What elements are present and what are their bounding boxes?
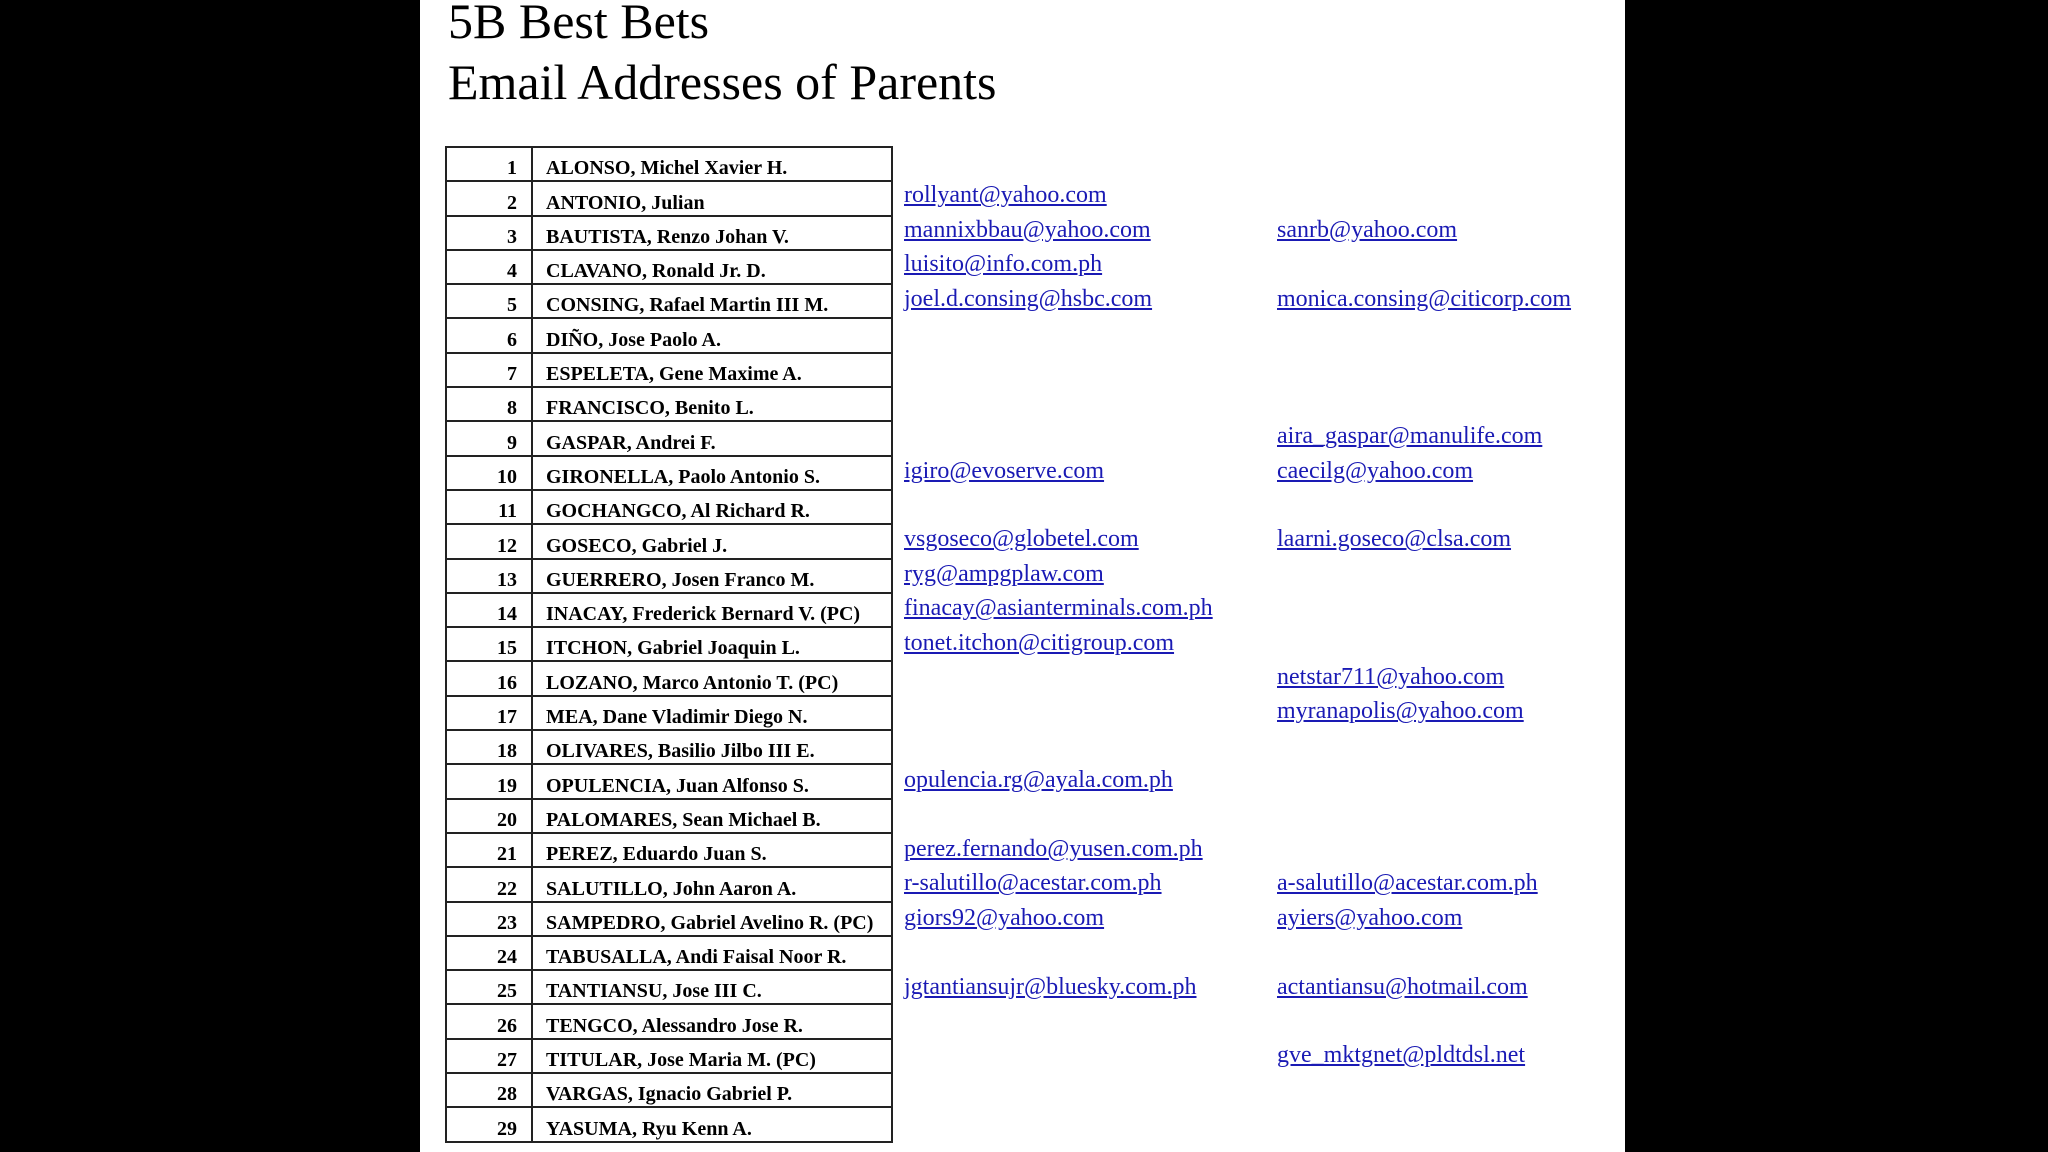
table-row bbox=[446, 456, 892, 490]
document-subtitle: Email Addresses of Parents bbox=[448, 54, 997, 110]
table-row bbox=[446, 661, 892, 695]
student-number: 8 bbox=[446, 387, 532, 421]
student-name: SALUTILLO, John Aaron A. bbox=[532, 867, 892, 901]
student-number: 18 bbox=[446, 730, 532, 764]
student-number: 19 bbox=[446, 764, 532, 798]
student-name: ALONSO, Michel Xavier H. bbox=[532, 147, 892, 181]
table-row bbox=[446, 730, 892, 764]
student-name: GASPAR, Andrei F. bbox=[532, 421, 892, 455]
parent-email-link-secondary[interactable]: a-salutillo@acestar.com.ph bbox=[1277, 870, 1538, 897]
student-name: SAMPEDRO, Gabriel Avelino R. (PC) bbox=[532, 902, 892, 936]
student-number: 22 bbox=[446, 867, 532, 901]
student-name: GUERRERO, Josen Franco M. bbox=[532, 559, 892, 593]
student-name: GOCHANGCO, Al Richard R. bbox=[532, 490, 892, 524]
parent-email-link[interactable]: perez.fernando@yusen.com.ph bbox=[904, 836, 1203, 862]
table-row bbox=[446, 181, 892, 215]
parent-email-link-secondary[interactable]: ayiers@yahoo.com bbox=[1277, 904, 1463, 931]
student-number: 10 bbox=[446, 456, 532, 490]
student-number: 16 bbox=[446, 661, 532, 695]
student-number: 4 bbox=[446, 250, 532, 284]
student-name: CLAVANO, Ronald Jr. D. bbox=[532, 250, 892, 284]
student-name: CONSING, Rafael Martin III M. bbox=[532, 284, 892, 318]
parent-email-link[interactable]: tonet.itchon@citigroup.com bbox=[904, 629, 1175, 656]
parent-email-link-secondary[interactable]: actantiansu@hotmail.com bbox=[1277, 973, 1528, 1000]
student-name: INACAY, Frederick Bernard V. (PC) bbox=[532, 593, 892, 627]
student-name: OLIVARES, Basilio Jilbo III E. bbox=[532, 730, 892, 764]
parent-email-link[interactable]: ryg@ampgplaw.com bbox=[904, 560, 1104, 587]
student-name: PEREZ, Eduardo Juan S. bbox=[532, 833, 892, 867]
student-number: 9 bbox=[446, 421, 532, 455]
parent-email-link-secondary[interactable]: myranapolis@yahoo.com bbox=[1277, 698, 1524, 725]
student-name: PALOMARES, Sean Michael B. bbox=[532, 799, 892, 833]
student-name: TENGCO, Alessandro Jose R. bbox=[532, 1004, 892, 1038]
student-name: LOZANO, Marco Antonio T. (PC) bbox=[532, 661, 892, 695]
table-row bbox=[446, 627, 892, 661]
table-row bbox=[446, 799, 892, 833]
student-number: 14 bbox=[446, 593, 532, 627]
table-row bbox=[446, 833, 892, 867]
document-page bbox=[420, 0, 1625, 1152]
student-number: 28 bbox=[446, 1073, 532, 1107]
parent-email-link[interactable]: opulencia.rg@ayala.com.ph bbox=[904, 767, 1173, 794]
table-row bbox=[446, 490, 892, 524]
student-number: 7 bbox=[446, 353, 532, 387]
table-row bbox=[446, 250, 892, 284]
parent-email-link-secondary[interactable]: netstar711@yahoo.com bbox=[1277, 664, 1505, 690]
parent-email-link[interactable]: finacay@asianterminals.com.ph bbox=[904, 595, 1213, 622]
parent-email-link[interactable]: mannixbbau@yahoo.com bbox=[904, 216, 1151, 243]
student-number: 23 bbox=[446, 902, 532, 936]
roster-body bbox=[446, 147, 892, 1142]
student-number: 26 bbox=[446, 1004, 532, 1038]
parent-email-link-secondary[interactable]: monica.consing@citicorp.com bbox=[1277, 285, 1572, 312]
student-name: BAUTISTA, Renzo Johan V. bbox=[532, 216, 892, 250]
table-row bbox=[446, 902, 892, 936]
table-row bbox=[446, 1039, 892, 1073]
table-row bbox=[446, 1107, 892, 1141]
student-number: 1 bbox=[446, 147, 532, 181]
student-name: DIÑO, Jose Paolo A. bbox=[532, 318, 892, 352]
table-row bbox=[446, 524, 892, 558]
student-number: 5 bbox=[446, 284, 532, 318]
student-name: OPULENCIA, Juan Alfonso S. bbox=[532, 764, 892, 798]
table-row bbox=[446, 696, 892, 730]
student-number: 21 bbox=[446, 833, 532, 867]
student-name: ITCHON, Gabriel Joaquin L. bbox=[532, 627, 892, 661]
student-name: ANTONIO, Julian bbox=[532, 181, 892, 215]
parent-email-link-secondary[interactable]: sanrb@yahoo.com bbox=[1277, 216, 1458, 243]
table-row bbox=[446, 593, 892, 627]
table-row bbox=[446, 764, 892, 798]
table-row bbox=[446, 216, 892, 250]
student-number: 17 bbox=[446, 696, 532, 730]
table-row bbox=[446, 936, 892, 970]
parent-email-link[interactable]: r-salutillo@acestar.com.ph bbox=[904, 870, 1162, 897]
student-number: 27 bbox=[446, 1039, 532, 1073]
parent-email-link-secondary[interactable]: caecilg@yahoo.com bbox=[1277, 457, 1474, 484]
student-name: TABUSALLA, Andi Faisal Noor R. bbox=[532, 936, 892, 970]
student-number: 13 bbox=[446, 559, 532, 593]
parent-email-link-secondary[interactable]: laarni.goseco@clsa.com bbox=[1277, 526, 1512, 553]
student-number: 20 bbox=[446, 799, 532, 833]
student-name: VARGAS, Ignacio Gabriel P. bbox=[532, 1073, 892, 1107]
table-row bbox=[446, 867, 892, 901]
parent-email-link[interactable]: joel.d.consing@hsbc.com bbox=[904, 285, 1153, 312]
student-number: 12 bbox=[446, 524, 532, 558]
table-row bbox=[446, 559, 892, 593]
parent-email-link[interactable]: vsgoseco@globetel.com bbox=[904, 526, 1139, 553]
student-number: 25 bbox=[446, 970, 532, 1004]
table-row bbox=[446, 970, 892, 1004]
parent-email-link[interactable]: jgtantiansujr@bluesky.com.ph bbox=[904, 973, 1197, 1000]
student-number: 6 bbox=[446, 318, 532, 352]
student-number: 3 bbox=[446, 216, 532, 250]
student-name: TANTIANSU, Jose III C. bbox=[532, 970, 892, 1004]
student-number: 15 bbox=[446, 627, 532, 661]
parent-email-link[interactable]: giors92@yahoo.com bbox=[904, 904, 1105, 931]
student-name: YASUMA, Ryu Kenn A. bbox=[532, 1107, 892, 1141]
table-row bbox=[446, 421, 892, 455]
student-name: GIRONELLA, Paolo Antonio S. bbox=[532, 456, 892, 490]
parent-email-link[interactable]: rollyant@yahoo.com bbox=[904, 182, 1107, 209]
student-roster-table bbox=[445, 146, 893, 1143]
student-name: TITULAR, Jose Maria M. (PC) bbox=[532, 1039, 892, 1073]
student-name: GOSECO, Gabriel J. bbox=[532, 524, 892, 558]
student-name: FRANCISCO, Benito L. bbox=[532, 387, 892, 421]
student-name: MEA, Dane Vladimir Diego N. bbox=[532, 696, 892, 730]
parent-email-link[interactable]: luisito@info.com.ph bbox=[904, 251, 1103, 278]
student-name: ESPELETA, Gene Maxime A. bbox=[532, 353, 892, 387]
student-number: 29 bbox=[446, 1107, 532, 1141]
table-row bbox=[446, 284, 892, 318]
table-row bbox=[446, 147, 892, 181]
table-row bbox=[446, 318, 892, 352]
table-row bbox=[446, 1073, 892, 1107]
document-title: 5B Best Bets bbox=[448, 0, 710, 49]
student-number: 2 bbox=[446, 181, 532, 215]
student-number: 24 bbox=[446, 936, 532, 970]
parent-email-link[interactable]: igiro@evoserve.com bbox=[904, 457, 1105, 484]
parent-email-link-secondary[interactable]: aira_gaspar@manulife.com bbox=[1277, 423, 1543, 450]
table-row bbox=[446, 387, 892, 421]
table-row bbox=[446, 1004, 892, 1038]
table-row bbox=[446, 353, 892, 387]
parent-email-link-secondary[interactable]: gve_mktgnet@pldtdsl.net bbox=[1277, 1042, 1526, 1069]
student-number: 11 bbox=[446, 490, 532, 524]
